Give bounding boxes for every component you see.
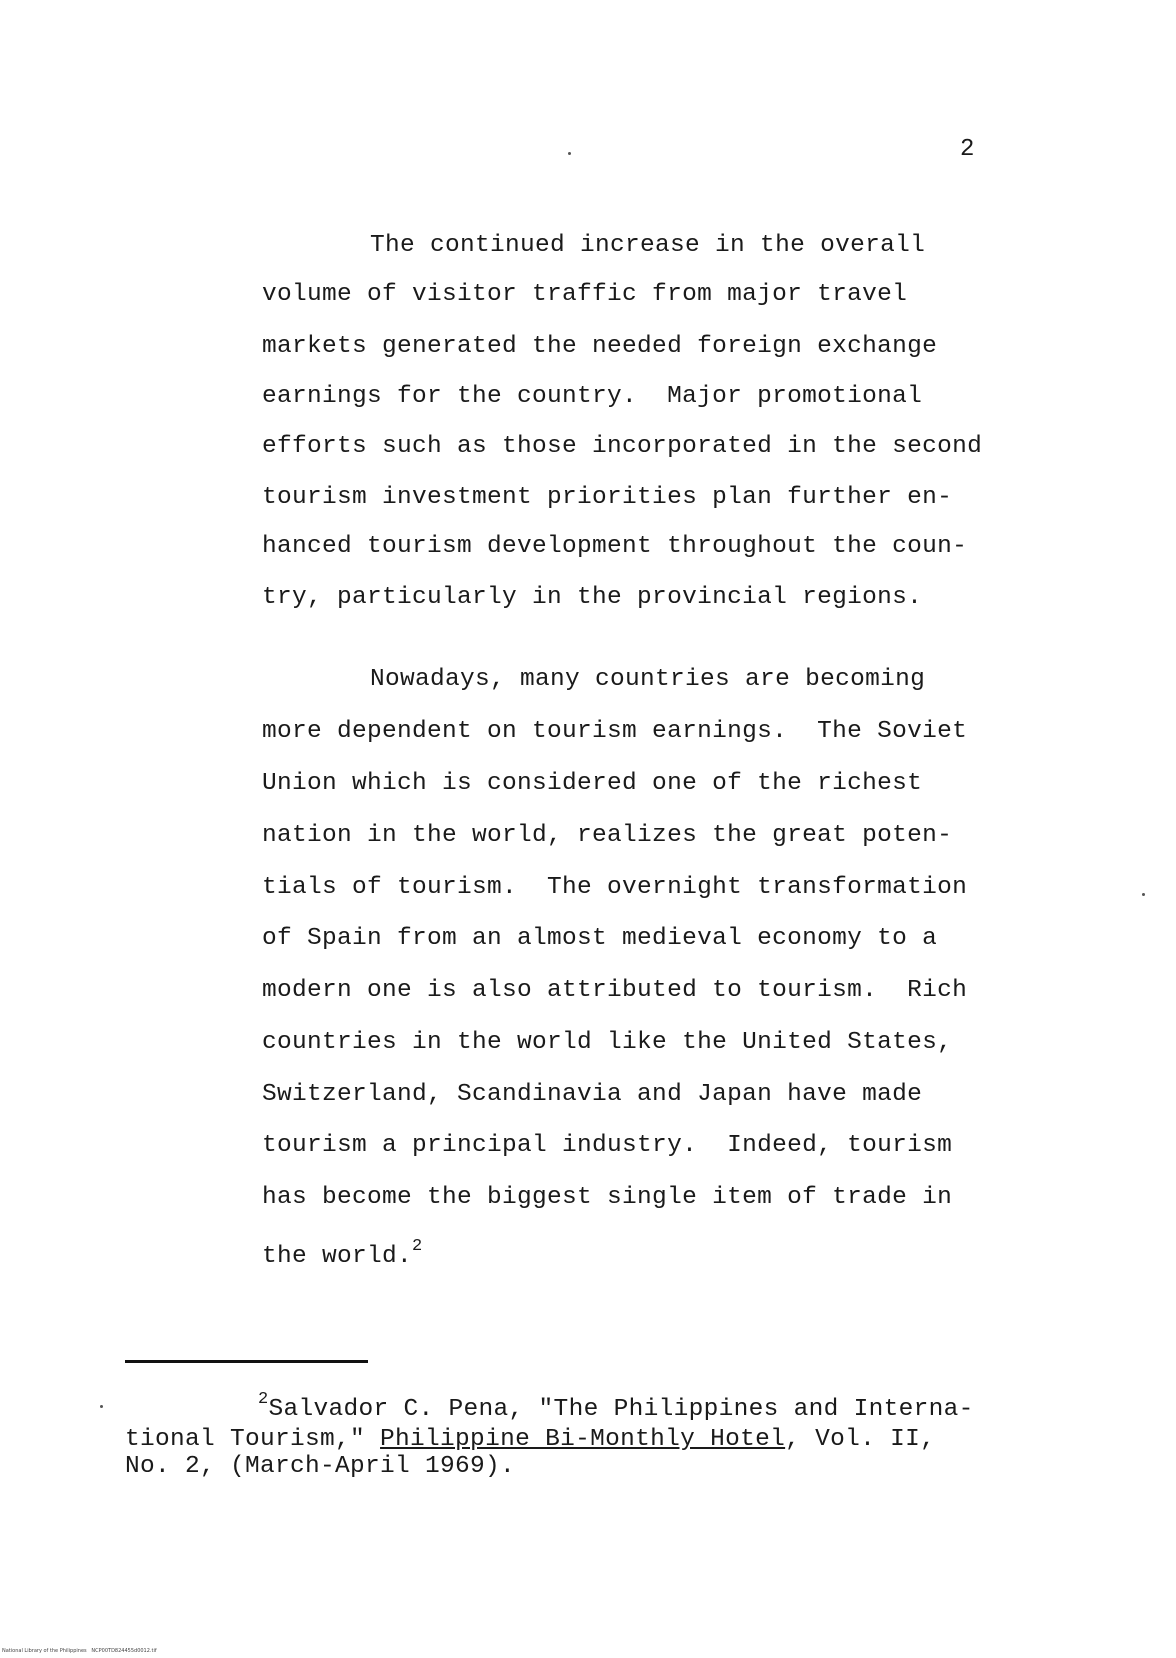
- archive-library: National Library of the Philippines: [2, 1648, 87, 1654]
- paragraph-line: volume of visitor traffic from major travel: [262, 281, 908, 308]
- archive-file-id: NCP00TD824455d0012.tif: [91, 1648, 157, 1654]
- paragraph-line: nation in the world, realizes the great poten-: [262, 822, 953, 849]
- paragraph-last-line: [262, 1237, 423, 1271]
- paragraph-line: efforts such as those incorporated in the second: [262, 433, 983, 460]
- paragraph-line: modern one is also attributed to tourism. Rich: [262, 977, 968, 1004]
- footnote-divider: [125, 1360, 368, 1363]
- footnote-text: Salvador C. Pena, "The Philippines and Interna-: [268, 1396, 974, 1423]
- footnote-marker: 2: [258, 1390, 269, 1409]
- footnote-line-2: [125, 1428, 935, 1452]
- scan-speck: [568, 152, 571, 155]
- paragraph-line: hanced tourism development throughout the coun-: [262, 533, 968, 560]
- paragraph-line: tials of tourism. The overnight transformation: [262, 874, 968, 901]
- paragraph-line: earnings for the country. Major promotional: [262, 383, 923, 410]
- archive-footer: [2, 1648, 157, 1654]
- scan-speck: [1142, 893, 1145, 896]
- paragraph-line: has become the biggest single item of trade in: [262, 1184, 953, 1211]
- paragraph-line: tourism a principal industry. Indeed, tourism: [262, 1132, 953, 1159]
- paragraph-line: tourism investment priorities plan further en-: [262, 484, 953, 511]
- paragraph-line: Nowadays, many countries are becoming: [370, 666, 926, 693]
- footnote-line-3: No. 2, (March-April 1969).: [125, 1453, 516, 1480]
- paragraph-line: Union which is considered one of the richest: [262, 770, 923, 797]
- publication-title: Philippine Bi-Monthly Hotel: [380, 1426, 786, 1453]
- paragraph-line: markets generated the needed foreign exchange: [262, 333, 938, 360]
- footnote-text: , Vol. II,: [785, 1426, 936, 1453]
- paragraph-line: Switzerland, Scandinavia and Japan have made: [262, 1081, 923, 1108]
- page-number: 2: [960, 136, 975, 163]
- footnote-line-1: [258, 1390, 974, 1423]
- paragraph-line: countries in the world like the United States,: [262, 1029, 953, 1056]
- paragraph-line: of Spain from an almost medieval economy to a: [262, 925, 938, 952]
- scan-speck: [100, 1405, 103, 1408]
- paragraph-line: The continued increase in the overall: [370, 232, 926, 259]
- footnote-text: tional Tourism,": [125, 1426, 381, 1453]
- paragraph-line: try, particularly in the provincial regions.: [262, 584, 923, 611]
- footnote-reference: 2: [412, 1237, 423, 1256]
- paragraph-line: more dependent on tourism earnings. The Soviet: [262, 718, 968, 745]
- paragraph-line-text: the world.: [262, 1243, 413, 1270]
